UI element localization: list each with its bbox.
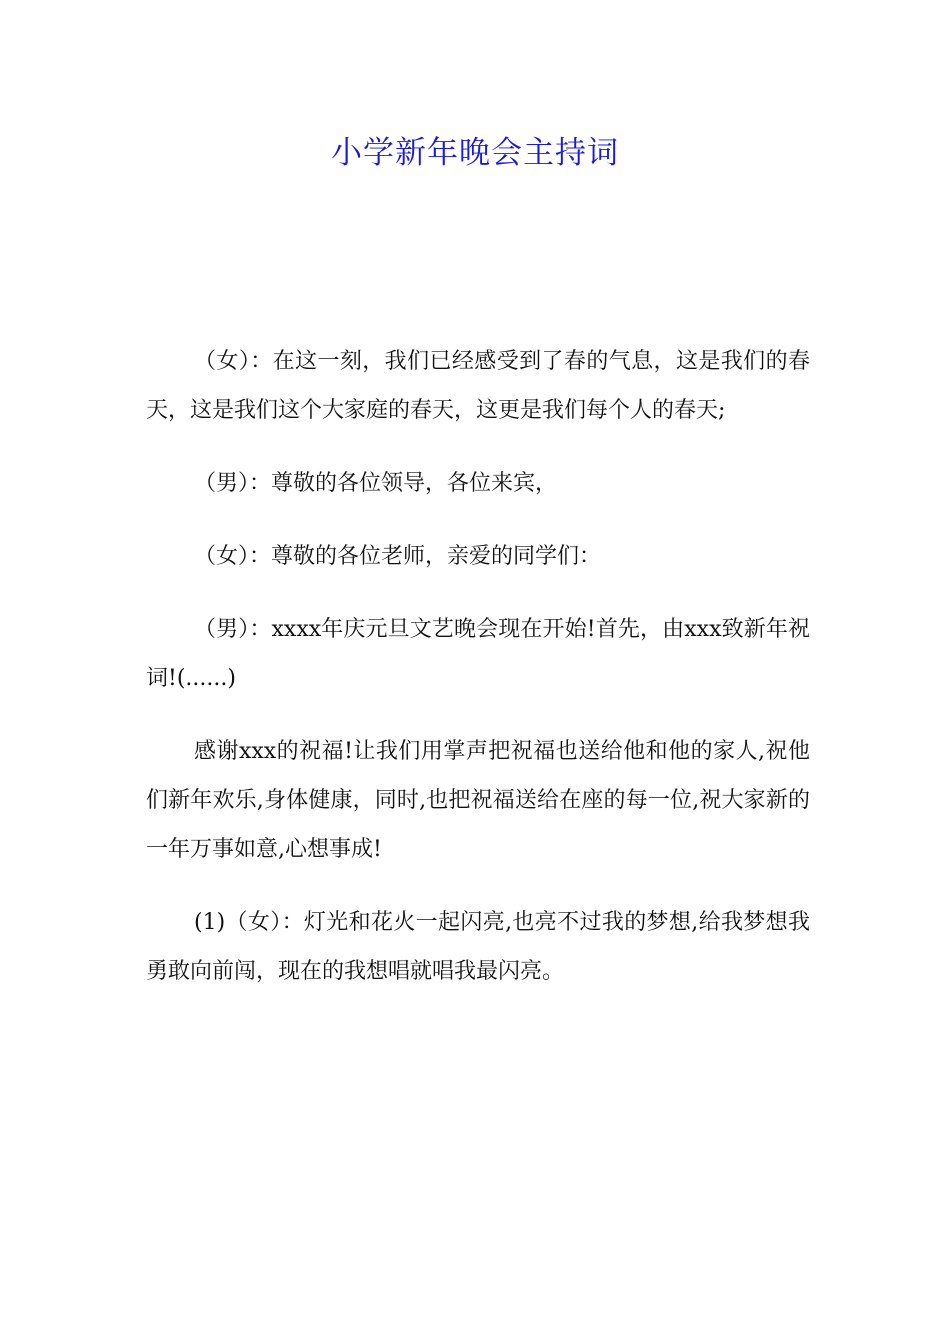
paragraph: (1)（女）：灯光和花火一起闪亮,也亮不过我的梦想,给我梦想我勇敢向前闯，现在的我想唱就唱我最闪亮。 <box>146 910 810 984</box>
paragraph: 感谢xxx的祝福!让我们用掌声把祝福也送给他和他的家人,祝他们新年欢乐,身体健康，同时,也把祝福送给在座的每一位,祝大家新的一年万事如意,心想事成! <box>146 739 810 862</box>
document-body <box>146 337 810 996</box>
document-title: 小学新年晚会主持词 <box>331 135 619 171</box>
paragraph: （男）：xxxx年庆元旦文艺晚会现在开始!首先，由xxx致新年祝词!(......) <box>146 617 810 691</box>
paragraph: （男）：尊敬的各位领导，各位来宾， <box>194 471 558 496</box>
paragraph: （女）：在这一刻，我们已经感受到了春的气息，这是我们的春天，这是我们这个大家庭的春天，这更是我们每个人的春天; <box>146 349 810 423</box>
paragraph: （女）：尊敬的各位老师，亲爱的同学们： <box>194 544 602 569</box>
